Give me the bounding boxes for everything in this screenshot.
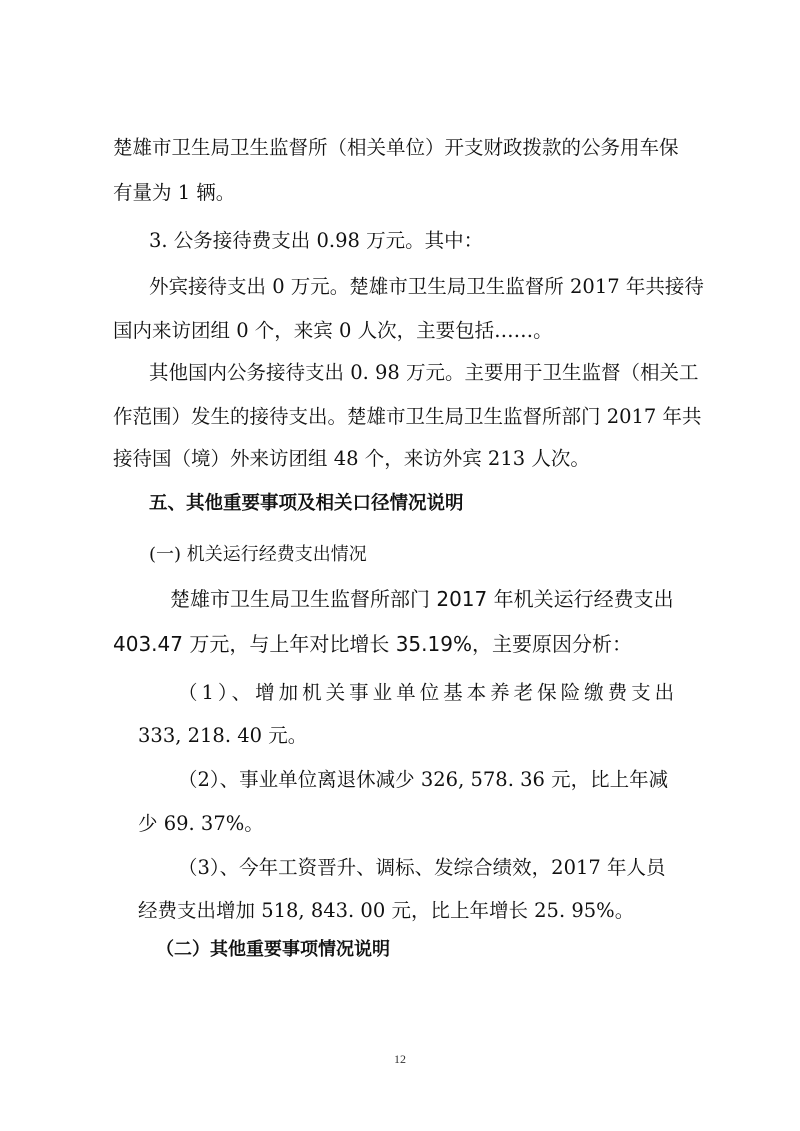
paragraph-line: 楚雄市卫生局卫生监督所（相关单位）开支财政拨款的公务用车保	[113, 136, 679, 159]
paragraph-line: 333, 218. 40 元。	[138, 724, 308, 747]
paragraph-line: （3）、今年工资晋升、调标、发综合绩效，2017 年人员	[178, 856, 666, 879]
paragraph-line: 外宾接待支出 0 万元。楚雄市卫生局卫生监督所 2017 年共接待	[149, 275, 704, 298]
paragraph-line: 楚雄市卫生局卫生监督所部门 2017 年机关运行经费支出	[170, 587, 674, 611]
paragraph-line: （1）、增加机关事业单位基本养老保险缴费支出	[178, 681, 679, 704]
paragraph-line: 国内来访团组 0 个，来宾 0 人次，主要包括……。	[113, 319, 553, 342]
subsection-heading: （二）其他重要事项情况说明	[156, 939, 390, 960]
subsection-heading: (一) 机关运行经费支出情况	[149, 544, 367, 565]
paragraph-line: 有量为 1 辆。	[113, 181, 236, 204]
paragraph-line: 少 69. 37%。	[138, 812, 264, 835]
paragraph-line: 接待国（境）外来访团组 48 个，来访外宾 213 人次。	[113, 447, 590, 470]
section-heading: 五、其他重要事项及相关口径情况说明	[149, 493, 464, 514]
paragraph-line: 经费支出增加 518, 843. 00 元，比上年增长 25. 95%。	[138, 899, 635, 922]
paragraph-line: 403.47 万元，与上年对比增长 35.19%，主要原因分析：	[113, 632, 632, 656]
paragraph-line: （2）、事业单位离退休减少 326, 578. 36 元，比上年减	[178, 768, 669, 791]
page-number: 12	[394, 1052, 406, 1066]
paragraph-line: 作范围）发生的接待支出。楚雄市卫生局卫生监督所部门 2017 年共	[113, 405, 702, 428]
paragraph-line: 其他国内公务接待支出 0. 98 万元。主要用于卫生监督（相关工	[149, 361, 699, 384]
paragraph-line: 3. 公务接待费支出 0.98 万元。其中：	[149, 229, 484, 252]
